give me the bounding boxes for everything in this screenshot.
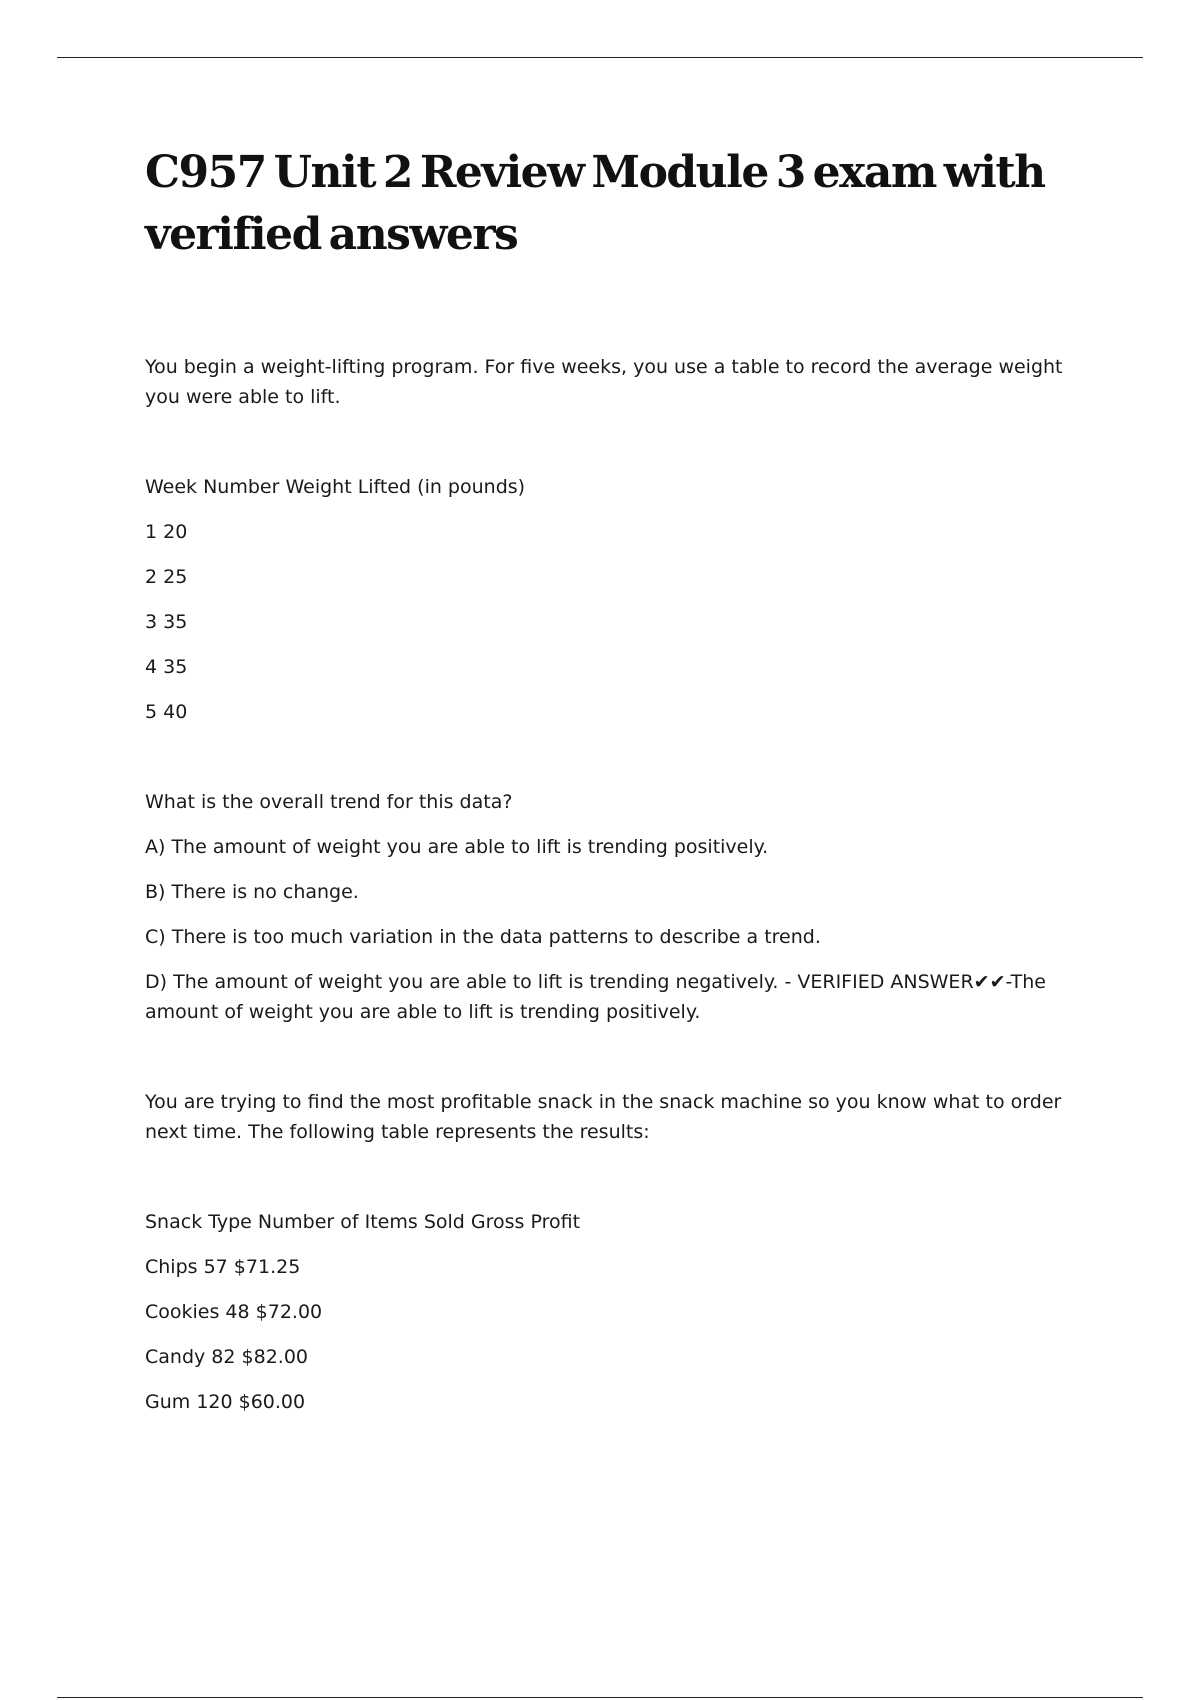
- question-2-intro: You are trying to find the most profitable snack in the snack machine so you know what to order next time. The following table represents the results:: [145, 1091, 1062, 1143]
- document-body: [145, 142, 1085, 1417]
- question-1-prompt: What is the overall trend for this data?: [145, 791, 513, 813]
- option-a: A) The amount of weight you are able to lift is trending positively.: [145, 836, 769, 858]
- weight-table: [145, 472, 1085, 727]
- weight-table-row: 2 25: [145, 566, 188, 588]
- option-d-with-answer: D) The amount of weight you are able to lift is trending negatively. - VERIFIED ANSWER✔✔-The amount of weight you are able to lift is trending positively.: [145, 971, 1046, 1023]
- title-line-1: C957 Unit 2 Review Module 3 exam with: [145, 147, 1045, 198]
- snack-table: [145, 1207, 1085, 1417]
- weight-table-header: Week Number Weight Lifted (in pounds): [145, 476, 526, 498]
- question-1-intro: You begin a weight-lifting program. For five weeks, you use a table to record the average weight you were able to lift.: [145, 356, 1063, 408]
- snack-table-header: Snack Type Number of Items Sold Gross Profit: [145, 1211, 581, 1233]
- snack-table-row: Gum 120 $60.00: [145, 1391, 306, 1413]
- option-c: C) There is too much variation in the data patterns to describe a trend.: [145, 926, 821, 948]
- option-b: B) There is no change.: [145, 881, 359, 903]
- document-title: [145, 142, 1085, 266]
- bottom-rule: [57, 1697, 1143, 1698]
- weight-table-row: 4 35: [145, 656, 188, 678]
- weight-table-row: 5 40: [145, 701, 188, 723]
- weight-table-row: 3 35: [145, 611, 188, 633]
- snack-table-row: Chips 57 $71.25: [145, 1256, 301, 1278]
- snack-table-row: Cookies 48 $72.00: [145, 1301, 323, 1323]
- title-line-2: verified answers: [145, 209, 518, 260]
- top-rule: [57, 57, 1143, 58]
- snack-table-row: Candy 82 $82.00: [145, 1346, 308, 1368]
- weight-table-row: 1 20: [145, 521, 188, 543]
- question-1: [145, 787, 1085, 1027]
